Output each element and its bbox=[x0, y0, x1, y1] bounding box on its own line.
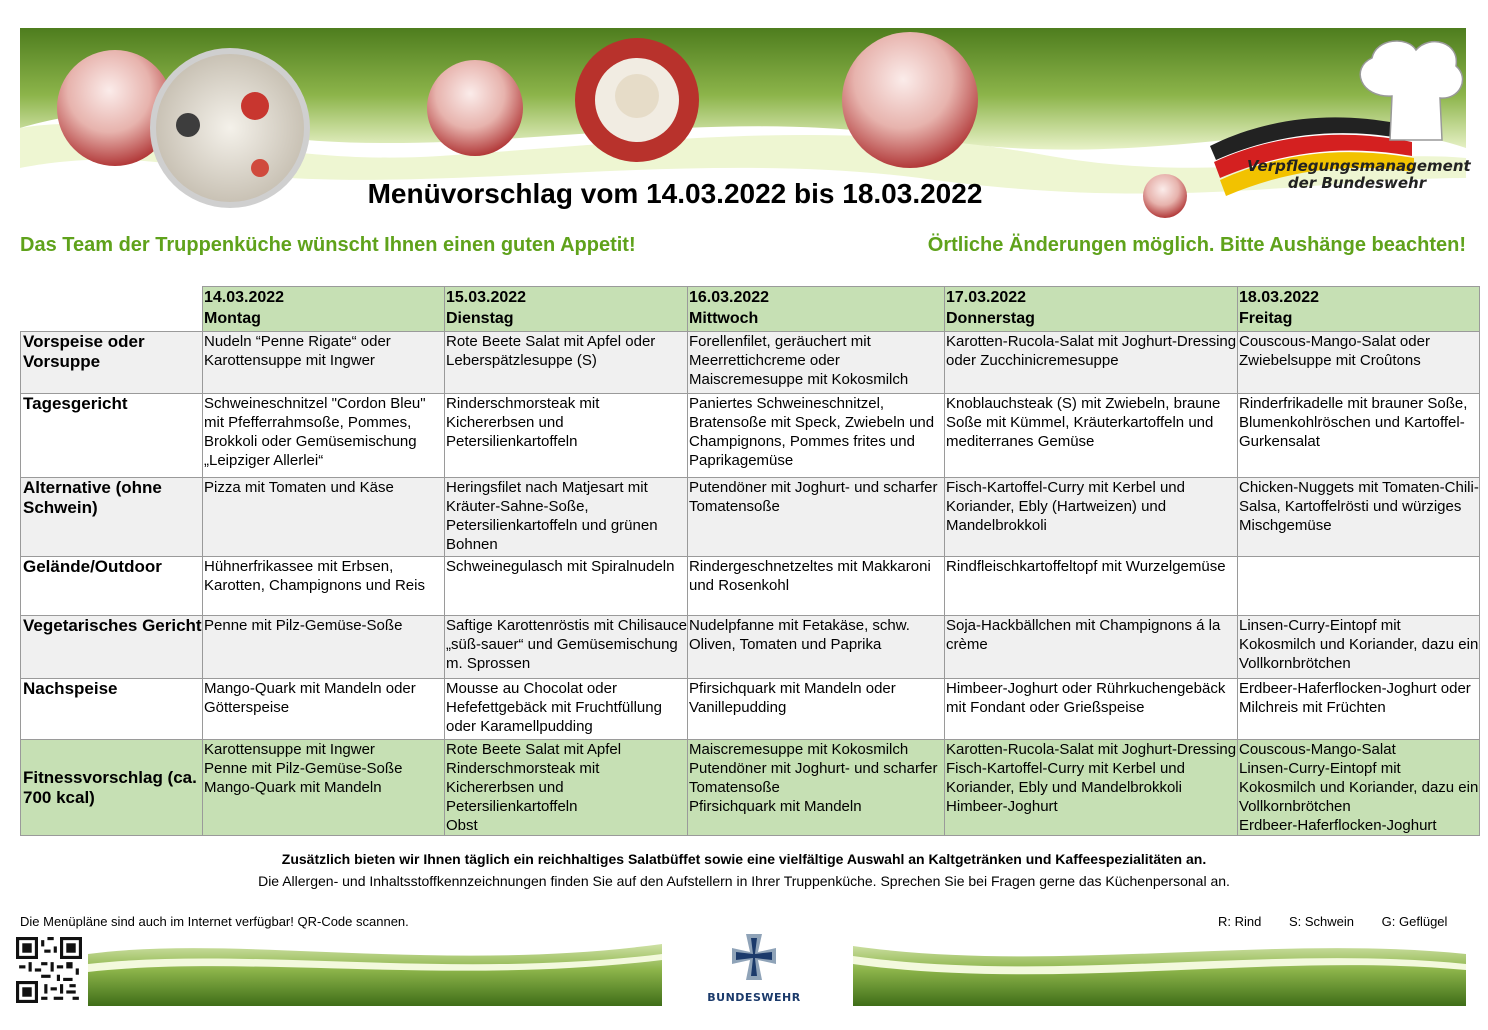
menu-cell: Nudelpfanne mit Fetakäse, schw. Oliven, Tomaten und Paprika bbox=[688, 616, 945, 679]
menu-cell: Mousse au Chocolat oder Hefefettgebäck mit Fruchtfüllung oder Karamellpudding bbox=[445, 679, 688, 740]
menu-cell: Forellenfilet, geräuchert mit Meerrettichcreme oder Maiscremesuppe mit Kokosmilch bbox=[688, 332, 945, 394]
decor-ball-icon bbox=[842, 32, 978, 168]
menu-cell: Rinderschmorsteak mit Kichererbsen und Petersilienkartoffeln bbox=[445, 394, 688, 478]
allergen-note: Die Allergen- und Inhaltsstoffkennzeichnungen finden Sie auf den Aufstellern in Ihrer Truppenküche. Sprechen Sie bei Fragen gerne das Küchenpersonal an. bbox=[258, 873, 1230, 889]
logo-line1: Verpflegungsmanagement bbox=[1247, 157, 1471, 175]
legend bbox=[1218, 914, 1471, 929]
table-row bbox=[21, 394, 1480, 478]
table-header-row bbox=[21, 287, 1480, 332]
menu-cell: Nudeln “Penne Rigate“ oder Karottensuppe mit Ingwer bbox=[203, 332, 445, 394]
fitness-item: Linsen-Curry-Eintopf mit Kokosmilch und Koriander, dazu ein Vollkornbrötchen bbox=[1239, 760, 1479, 815]
table-row bbox=[21, 332, 1480, 394]
menu-cell bbox=[445, 740, 688, 836]
legend-item: G: Geflügel bbox=[1381, 914, 1448, 929]
menu-cell: Rote Beete Salat mit Apfel oder Leberspätzlesuppe (S) bbox=[445, 332, 688, 394]
menu-cell: Paniertes Schweineschnitzel, Bratensoße mit Speck, Zwiebeln und Champignons, Pommes frites und Paprikagemüse bbox=[688, 394, 945, 478]
header-corner bbox=[21, 287, 203, 332]
legend-item: R: Rind bbox=[1218, 914, 1262, 929]
menu-cell: Heringsfilet nach Matjesart mit Kräuter-Sahne-Soße, Petersilienkartoffeln und grünen Bohnen bbox=[445, 478, 688, 557]
menu-cell: Fisch-Kartoffel-Curry mit Kerbel und Koriander, Ebly (Hartweizen) und Mandelbrokkoli bbox=[945, 478, 1238, 557]
online-note: Die Menüpläne sind auch im Internet verfügbar! QR-Code scannen. bbox=[20, 914, 409, 929]
row-label: Gelände/Outdoor bbox=[21, 557, 203, 616]
footer-wave-right bbox=[853, 934, 1466, 1006]
row-label: Vorspeise oder Vorsuppe bbox=[21, 332, 203, 394]
menu-cell: Rindergeschnetzeltes mit Makkaroni und Rosenkohl bbox=[688, 557, 945, 616]
day-weekday: Dienstag bbox=[446, 310, 514, 327]
table-row bbox=[21, 679, 1480, 740]
day-date: 14.03.2022 bbox=[204, 289, 285, 306]
fitness-row bbox=[21, 740, 1480, 836]
fitness-item: Karotten-Rucola-Salat mit Joghurt-Dressing bbox=[946, 741, 1237, 758]
bundeswehr-logo bbox=[706, 930, 802, 1010]
day-weekday: Donnerstag bbox=[946, 310, 1035, 327]
fitness-item: Penne mit Pilz-Gemüse-Soße bbox=[204, 760, 403, 777]
row-label: Alternative (ohne Schwein) bbox=[21, 478, 203, 557]
notice-text: Örtliche Änderungen möglich. Bitte Aushänge beachten! bbox=[927, 234, 1466, 256]
day-date: 17.03.2022 bbox=[946, 289, 1027, 306]
fitness-item: Rote Beete Salat mit Apfel bbox=[446, 741, 622, 758]
footer-wave-graphic bbox=[88, 934, 662, 1006]
table-row bbox=[21, 616, 1480, 679]
menu-cell: Linsen-Curry-Eintopf mit Kokosmilch und Koriander, dazu ein Vollkornbrötchen bbox=[1238, 616, 1480, 679]
decor-ball-icon bbox=[427, 60, 523, 156]
fitness-item: Karottensuppe mit Ingwer bbox=[204, 741, 375, 758]
menu-cell bbox=[688, 740, 945, 836]
salad-note: Zusätzlich bieten wir Ihnen täglich ein reichhaltiges Salatbüffet sowie eine vielfältige Auswahl an Kaltgetränken und Kaffeespezialitäten an. bbox=[281, 851, 1207, 867]
menu-cell: Chicken-Nuggets mit Tomaten-Chili-Salsa, Kartoffelrösti und würziges Mischgemüse bbox=[1238, 478, 1480, 557]
qr-code-icon[interactable] bbox=[14, 937, 84, 1003]
fitness-item: Maiscremesuppe mit Kokosmilch bbox=[689, 741, 909, 758]
menu-cell: Schweineschnitzel "Cordon Bleu" mit Pfefferrahmsoße, Pommes, Brokkoli oder Gemüsemischung „Leipziger Allerlei“ bbox=[203, 394, 445, 478]
fitness-item: Himbeer-Joghurt bbox=[946, 798, 1058, 815]
table-row bbox=[21, 557, 1480, 616]
menu-cell: Saftige Karottenröstis mit Chilisauce „süß-sauer“ und Gemüsemischung m. Sprossen bbox=[445, 616, 688, 679]
legend-item: S: Schwein bbox=[1288, 914, 1355, 929]
menu-cell bbox=[203, 740, 445, 836]
logo-line2: der Bundeswehr bbox=[1287, 174, 1427, 192]
menu-cell: Penne mit Pilz-Gemüse-Soße bbox=[203, 616, 445, 679]
menu-cell: Rinderfrikadelle mit brauner Soße, Blumenkohlröschen und Kartoffel-Gurkensalat bbox=[1238, 394, 1480, 478]
qr-code-graphic bbox=[14, 937, 84, 1003]
menu-cell: Mango-Quark mit Mandeln oder Götterspeise bbox=[203, 679, 445, 740]
iron-cross-icon bbox=[724, 930, 784, 986]
fitness-item: Fisch-Kartoffel-Curry mit Kerbel und Koriander, Ebly und Mandelbrokkoli bbox=[946, 760, 1185, 796]
fitness-item: Erdbeer-Haferflocken-Joghurt bbox=[1239, 817, 1437, 834]
menu-cell: Schweinegulasch mit Spiralnudeln bbox=[445, 557, 688, 616]
fitness-item: Obst bbox=[446, 817, 478, 834]
fitness-item: Rinderschmorsteak mit Kichererbsen und Petersilienkartoffeln bbox=[446, 760, 600, 815]
day-header bbox=[688, 287, 945, 332]
menu-cell: Couscous-Mango-Salat oder Zwiebelsuppe mit Croûtons bbox=[1238, 332, 1480, 394]
greeting-text: Das Team der Truppenküche wünscht Ihnen einen guten Appetit! bbox=[20, 234, 636, 256]
menu-cell: Pfirsichquark mit Mandeln oder Vanillepudding bbox=[688, 679, 945, 740]
fitness-item: Pfirsichquark mit Mandeln bbox=[689, 798, 862, 815]
row-label: Tagesgericht bbox=[21, 394, 203, 478]
menu-cell: Putendöner mit Joghurt- und scharfer Tomatensoße bbox=[688, 478, 945, 557]
menu-cell: Soja-Hackbällchen mit Champignons á la crème bbox=[945, 616, 1238, 679]
row-label: Nachspeise bbox=[21, 679, 203, 740]
logo-text bbox=[1247, 157, 1471, 192]
menu-cell: Knoblauchsteak (S) mit Zwiebeln, braune Soße mit Kümmel, Kräuterkartoffeln und mediterranes Gemüse bbox=[945, 394, 1238, 478]
day-weekday: Mittwoch bbox=[689, 310, 759, 327]
menu-cell bbox=[1238, 740, 1480, 836]
menu-cell: Karotten-Rucola-Salat mit Joghurt-Dressing oder Zucchinicremesuppe bbox=[945, 332, 1238, 394]
menu-table bbox=[20, 286, 1480, 836]
day-header bbox=[945, 287, 1238, 332]
day-header bbox=[203, 287, 445, 332]
decor-ball-icon bbox=[1143, 174, 1187, 218]
row-label: Vegetarisches Gericht bbox=[21, 616, 203, 679]
menu-cell bbox=[945, 740, 1238, 836]
row-label: Fitnessvorschlag (ca. 700 kcal) bbox=[21, 740, 203, 836]
day-date: 15.03.2022 bbox=[446, 289, 527, 306]
day-header bbox=[1238, 287, 1480, 332]
menu-cell: Pizza mit Tomaten und Käse bbox=[203, 478, 445, 557]
table-row bbox=[21, 478, 1480, 557]
page-title: Menüvorschlag vom 14.03.2022 bis 18.03.2022 bbox=[367, 178, 983, 209]
day-date: 16.03.2022 bbox=[689, 289, 770, 306]
footer-wave-graphic bbox=[853, 934, 1466, 1006]
footer-wave-left bbox=[88, 934, 662, 1006]
day-header bbox=[445, 287, 688, 332]
menu-cell: Himbeer-Joghurt oder Rührkuchengebäck mit Fondant oder Grießspeise bbox=[945, 679, 1238, 740]
bundeswehr-label: BUNDESWEHR bbox=[707, 991, 801, 1004]
fitness-item: Mango-Quark mit Mandeln bbox=[204, 779, 382, 796]
day-date: 18.03.2022 bbox=[1239, 289, 1320, 306]
menu-cell: Erdbeer-Haferflocken-Joghurt oder Milchreis mit Früchten bbox=[1238, 679, 1480, 740]
day-weekday: Montag bbox=[204, 310, 261, 327]
menu-cell: Rindfleischkartoffeltopf mit Wurzelgemüse bbox=[945, 557, 1238, 616]
menu-cell: Hühnerfrikassee mit Erbsen, Karotten, Champignons und Reis bbox=[203, 557, 445, 616]
fitness-item: Couscous-Mango-Salat bbox=[1239, 741, 1396, 758]
fitness-item: Putendöner mit Joghurt- und scharfer Tomatensoße bbox=[689, 760, 938, 796]
day-weekday: Freitag bbox=[1239, 310, 1293, 327]
menu-cell bbox=[1238, 557, 1480, 616]
